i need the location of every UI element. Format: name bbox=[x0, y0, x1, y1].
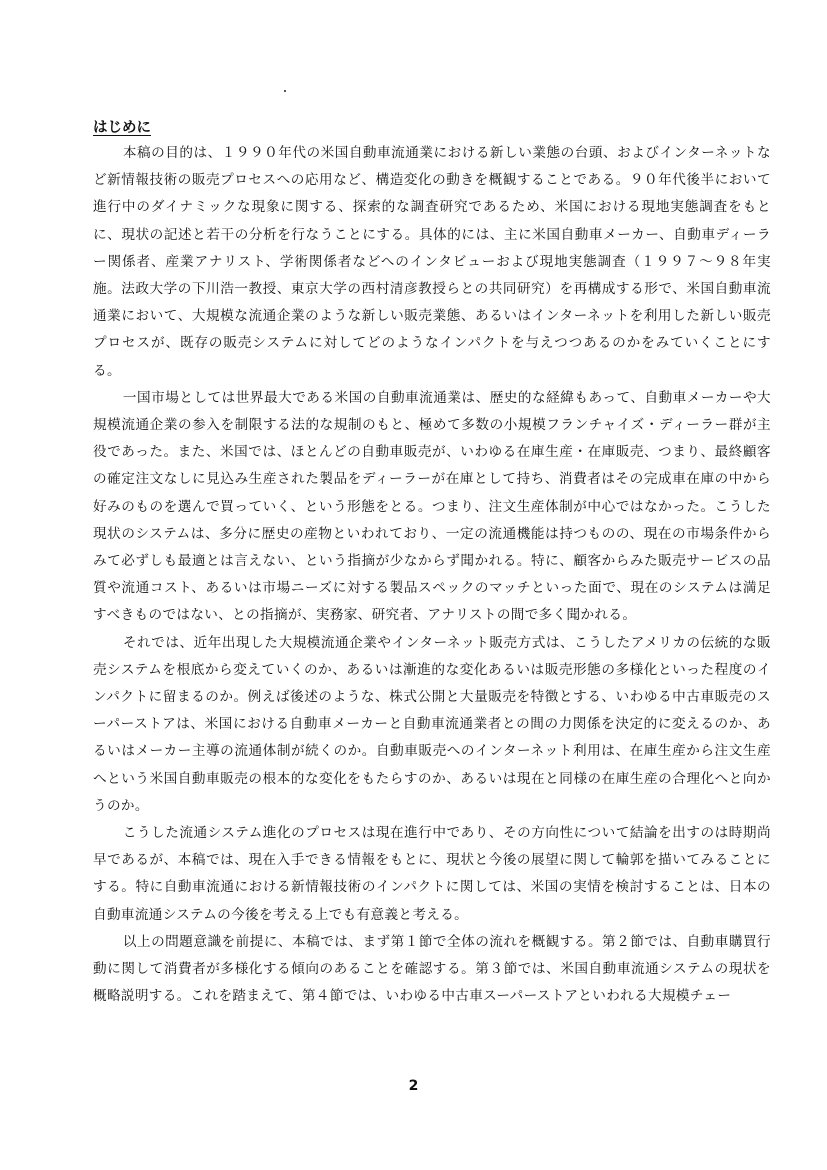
page-number: 2 bbox=[408, 1078, 419, 1094]
paragraph-5: 以上の問題意識を前提に、本稿では、まず第１節で全体の流れを概観する。第２節では、自動車購買行動に関して消費者が多様化する傾向のあることを確認する。第３節では、米国自動車流通システムの現状を概略説明する。これを踏まえて、第４節では、いわゆる中古車スーパーストアといわれる大規模チェー bbox=[93, 933, 771, 1005]
paragraph-4: こうした流通システム進化のプロセスは現在進行中であり、その方向性について結論を出すのは時期尚早であるが、本稿では、現在入手できる情報をもとに、現状と今後の展望に関して輪郭を描いてみることにする。特に自動車流通における新情報技術のインパクトに関しては、米国の実情を検討することは、日本の自動車流通システムの今後を考える上でも有意義と考える。 bbox=[93, 825, 771, 923]
section-heading: はじめに bbox=[93, 120, 151, 136]
body-text bbox=[93, 140, 771, 1011]
paragraph-3: それでは、近年出現した大規模流通企業やインターネット販売方式は、こうしたアメリカの伝統的な販売システムを根底から変えていくのか、あるいは漸進的な変化あるいは販売形態の多様化といった程度のインパクトに留まるのか。例えば後述のような、株式公開と大量販売を特徴とする、いわゆる中古車販売のスーパーストアは、米国における自動車メーカーと自動車流通業者との間の力関係を決定的に変えるのか、あるいはメーカー主導の流通体制が続くのか。自動車販売へのインターネット利用は、在庫生産から注文生産へという米国自動車販売の根本的な変化をもたらすのか、あるいは現在と同様の在庫生産の合理化へと向かうのか。 bbox=[93, 634, 771, 814]
paragraph-1: 本稿の目的は、１９９０年代の米国自動車流通業における新しい業態の台頭、およびインターネットなど新情報技術の販売プロセスへの応用など、構造変化の動きを概観することである。９０年代後半において進行中のダイナミックな現象に関する、探索的な調査研究であるため、米国における現地実態調査をもとに、現状の記述と若干の分析を行なうことにする。具体的には、主に米国自動車メーカー、自動車ディーラー関係者、産業アナリスト、学術関係者などへのインタビューおよび現地実態調査（１９９７～９８年実施。法政大学の下川浩一教授、東京大学の西村清彦教授らとの共同研究）を再構成する形で、米国自動車流通業において、大規模な流通企業のような新しい販売業態、あるいはインターネットを利用した新しい販売プロセスが、既存の販売システムに対してどのようなインパクトを与えつつあるのかをみていくことにする。 bbox=[93, 145, 771, 379]
scan-speck bbox=[284, 90, 286, 92]
paragraph-2: 一国市場としては世界最大である米国の自動車流通業は、歴史的な経緯もあって、自動車メーカーや大規模流通企業の参入を制限する法的な規制のもと、極めて多数の小規模フランチャイズ・ディーラー群が主役であった。また、米国では、ほとんどの自動車販売が、いわゆる在庫生産・在庫販売、つまり、最終顧客の確定注文なしに見込み生産された製品をディーラーが在庫として持ち、消費者はその完成車在庫の中から好みのものを選んで買っていく、という形態をとる。つまり、注文生産体制が中心ではなかった。こうした現状のシステムは、多分に歴史の産物といわれており、一定の流通機能は持つものの、現在の市場条件からみて必ずしも最適とは言えない、という指摘が少なからず聞かれる。特に、顧客からみた販売サービスの品質や流通コスト、あるいは市場ニーズに対する製品スペックのマッチといった面で、現在のシステムは満足すべきものではない、との指摘が、実務家、研究者、アナリストの間で多く聞かれる。 bbox=[93, 389, 771, 624]
